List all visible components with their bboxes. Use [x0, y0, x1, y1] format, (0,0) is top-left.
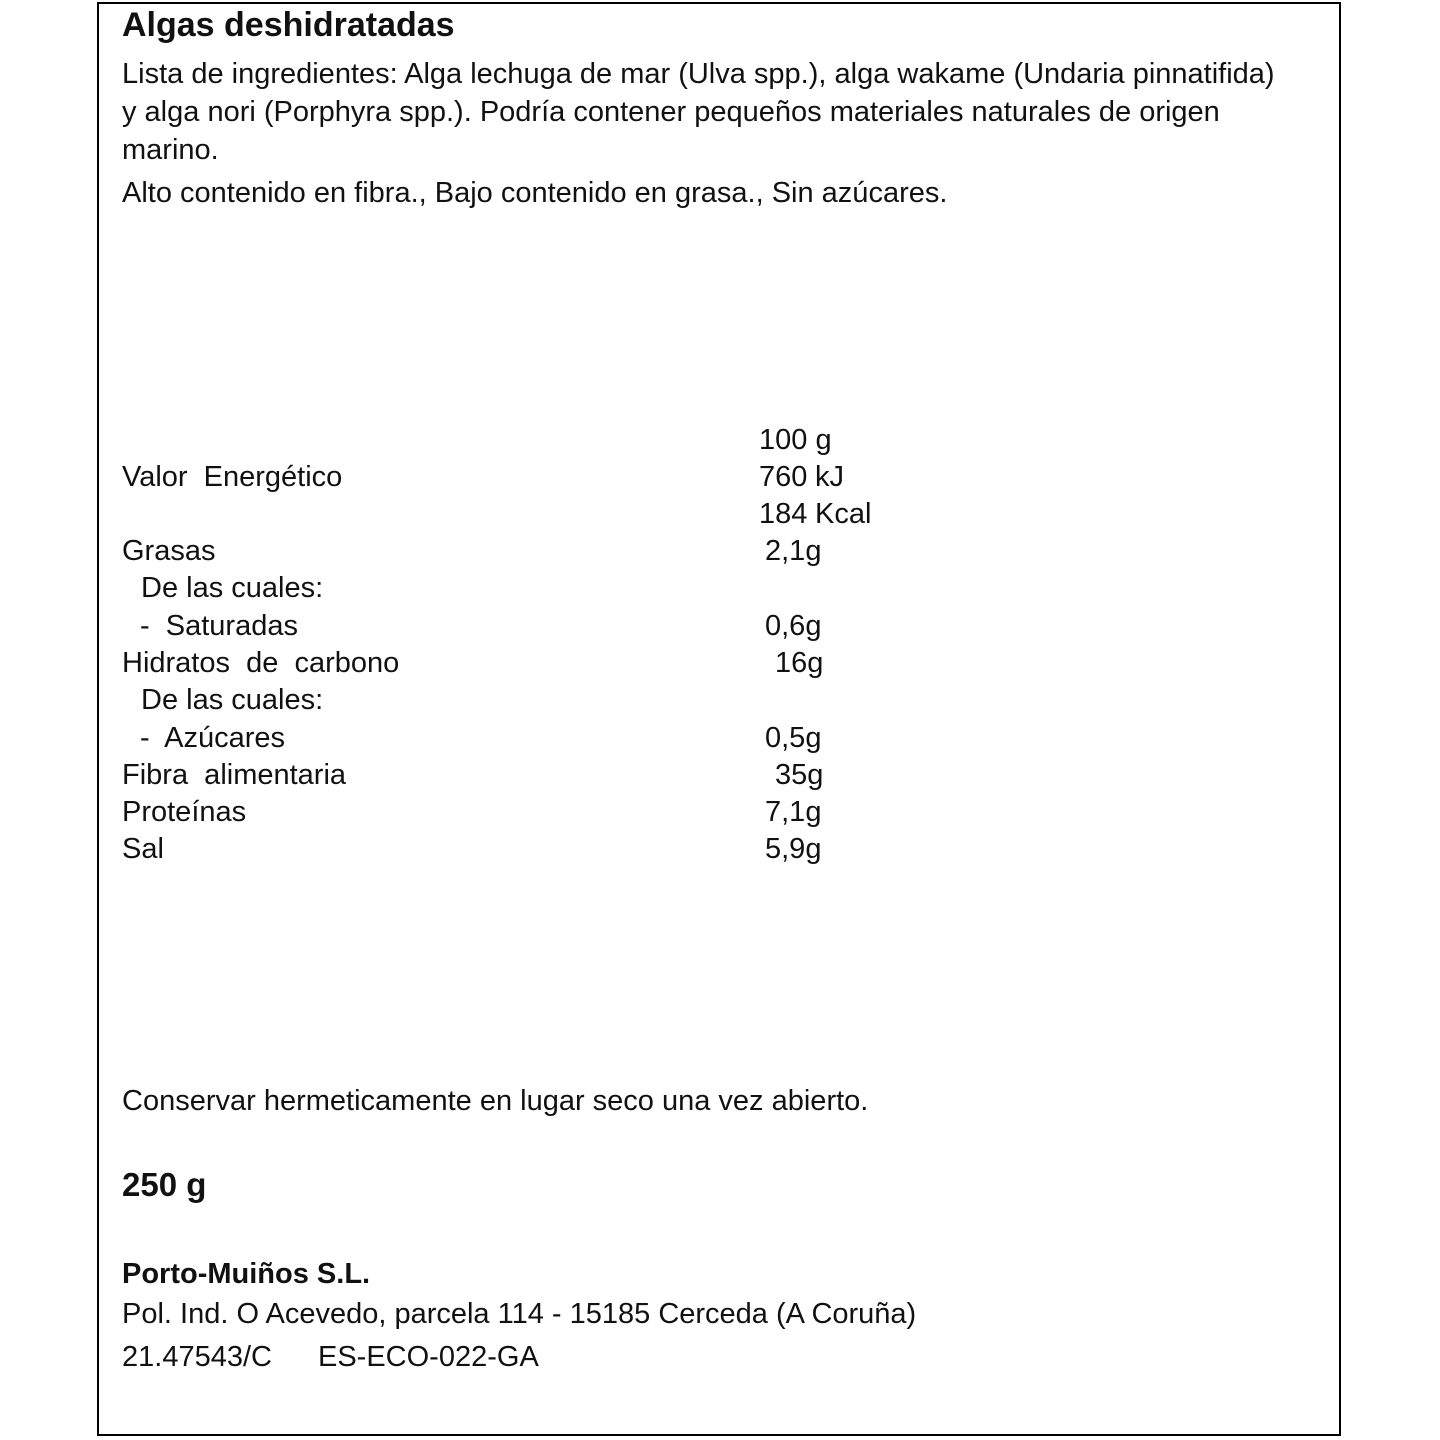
nutrition-claims: Alto contenido en fibra., Bajo contenido en grasa., Sin azúcares.	[122, 177, 948, 209]
label-frame	[97, 2, 1341, 1436]
company-address: Pol. Ind. O Acevedo, parcela 114 - 15185 Cerceda (A Coruña)	[122, 1298, 917, 1330]
company-name: Porto-Muiños S.L.	[122, 1258, 371, 1290]
energy-kj-value: 760	[759, 461, 808, 493]
eco-certification-code: ES-ECO-022-GA	[318, 1341, 539, 1373]
energy-kcal-value: 184	[759, 498, 808, 530]
saturated-value: 0,6g	[765, 610, 822, 642]
fiber-value: 35g	[775, 759, 824, 791]
fat-label: Grasas	[122, 535, 216, 567]
sugars-label: - Azúcares	[140, 722, 286, 754]
energy-kj-unit: kJ	[815, 461, 844, 493]
ingredients-text: Lista de ingredientes: Alga lechuga de mar (Ulva spp.), alga wakame (Undaria pinnatifida) y alga nori (Porphyra spp.). Podría contener pequeños materiales naturales de origen marino.	[122, 58, 1275, 166]
fiber-label: Fibra alimentaria	[122, 759, 347, 791]
energy-kcal-unit: Kcal	[815, 498, 872, 530]
fat-sub-label: De las cuales:	[141, 572, 324, 604]
registry-code: 21.47543/C	[122, 1341, 272, 1373]
storage-instructions: Conservar hermeticamente en lugar seco una vez abierto.	[122, 1085, 869, 1117]
salt-value: 5,9g	[765, 833, 822, 865]
salt-label: Sal	[122, 833, 164, 865]
fat-value: 2,1g	[765, 535, 822, 567]
product-title: Algas deshidratadas	[122, 6, 455, 44]
protein-value: 7,1g	[765, 796, 822, 828]
carbohydrates-label: Hidratos de carbono	[122, 647, 400, 679]
energy-label: Valor Energético	[122, 461, 343, 493]
nutrition-column-header: 100 g	[759, 424, 832, 456]
carbohydrates-sub-label: De las cuales:	[141, 684, 324, 716]
sugars-value: 0,5g	[765, 722, 822, 754]
protein-label: Proteínas	[122, 796, 247, 828]
net-weight: 250 g	[122, 1166, 207, 1203]
saturated-label: - Saturadas	[140, 610, 298, 642]
carbohydrates-value: 16g	[775, 647, 824, 679]
